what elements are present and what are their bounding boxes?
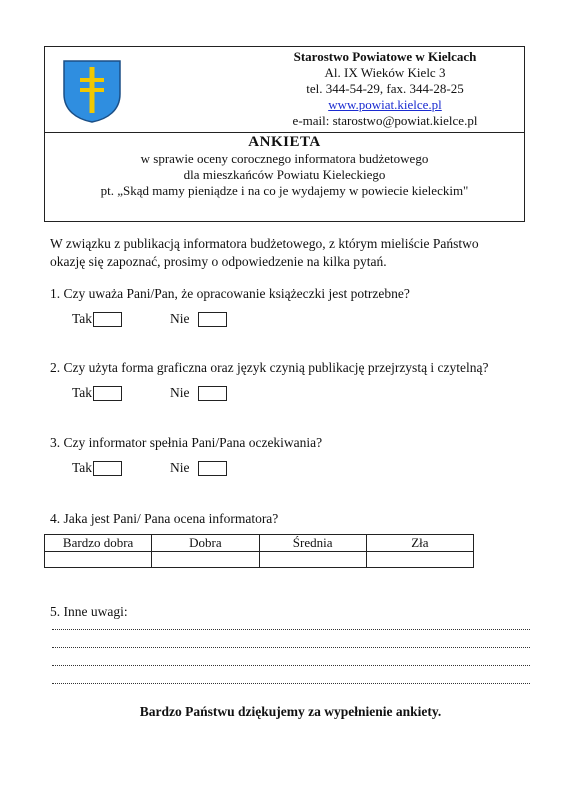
rating-option-zla: Zła (366, 535, 473, 552)
q2-yes (72, 385, 122, 401)
rating-cell-bardzo-dobra[interactable] (45, 552, 152, 568)
q1-yes-checkbox[interactable] (93, 312, 122, 327)
intro-text (50, 235, 530, 271)
survey-subtitle-1: w sprawie oceny corocznego informatora budżetowego (140, 151, 429, 166)
rating-cell-zla[interactable] (366, 552, 473, 568)
survey-title: ANKIETA (248, 134, 321, 150)
question-2: 2. Czy użyta forma graficzna oraz język czynią publikację przejrzystą i czytelną? (50, 360, 489, 375)
survey-heading (45, 134, 524, 199)
header-box (44, 46, 525, 222)
q3-no-checkbox[interactable] (198, 461, 227, 476)
contact-block (195, 49, 575, 129)
email: e-mail: starostwo@powiat.kielce.pl (292, 113, 478, 128)
q2-no-checkbox[interactable] (198, 386, 227, 401)
rating-option-srednia: Średnia (259, 535, 366, 552)
q3-no-label: Nie (170, 460, 190, 475)
comment-line-1[interactable] (52, 629, 530, 630)
rating-option-bardzo-dobra: Bardzo dobra (45, 535, 152, 552)
org-name: Starostwo Powiatowe w Kielcach (293, 49, 477, 64)
rating-cell-srednia[interactable] (259, 552, 366, 568)
address: Al. IX Wieków Kielc 3 (324, 65, 446, 80)
phone-fax: tel. 344-54-29, fax. 344-28-25 (306, 81, 464, 96)
coat-of-arms-icon (61, 58, 123, 124)
question-1: 1. Czy uważa Pani/Pan, że opracowanie książeczki jest potrzebne? (50, 286, 410, 301)
q3-yes (72, 460, 122, 476)
q1-yes (72, 311, 122, 327)
comment-line-3[interactable] (52, 665, 530, 666)
q2-yes-label: Tak (72, 385, 93, 400)
q2-no-label: Nie (170, 385, 190, 400)
survey-subtitle-2: dla mieszkańców Powiatu Kieleckiego (183, 167, 386, 182)
thank-you-note: Bardzo Państwu dziękujemy za wypełnienie ankiety. (139, 704, 442, 719)
intro-line-2: okazję się zapoznać, prosimy o odpowiedzenie na kilka pytań. (50, 254, 387, 269)
rating-header-row (45, 535, 474, 552)
rating-cell-dobra[interactable] (152, 552, 259, 568)
q1-no-label: Nie (170, 311, 190, 326)
q1-yes-label: Tak (72, 311, 93, 326)
q3-yes-checkbox[interactable] (93, 461, 122, 476)
question-3: 3. Czy informator spełnia Pani/Pana oczekiwania? (50, 435, 323, 450)
question-4: 4. Jaka jest Pani/ Pana ocena informatora? (50, 511, 279, 526)
comment-line-2[interactable] (52, 647, 530, 648)
q2-yes-checkbox[interactable] (93, 386, 122, 401)
header-divider (45, 132, 524, 133)
rating-answer-row (45, 552, 474, 568)
website-link[interactable]: www.powiat.kielce.pl (328, 97, 442, 112)
q2-no (170, 385, 227, 401)
question-5: 5. Inne uwagi: (50, 604, 128, 619)
comment-line-4[interactable] (52, 683, 530, 684)
survey-subtitle-3: pt. „Skąd mamy pieniądze i na co je wydajemy w powiecie kieleckim" (100, 183, 469, 198)
q3-yes-label: Tak (72, 460, 93, 475)
rating-table (44, 534, 474, 568)
intro-line-1: W związku z publikacją informatora budżetowego, z którym mieliście Państwo (50, 236, 479, 251)
rating-option-dobra: Dobra (152, 535, 259, 552)
q1-no (170, 311, 227, 327)
q3-no (170, 460, 227, 476)
q1-no-checkbox[interactable] (198, 312, 227, 327)
